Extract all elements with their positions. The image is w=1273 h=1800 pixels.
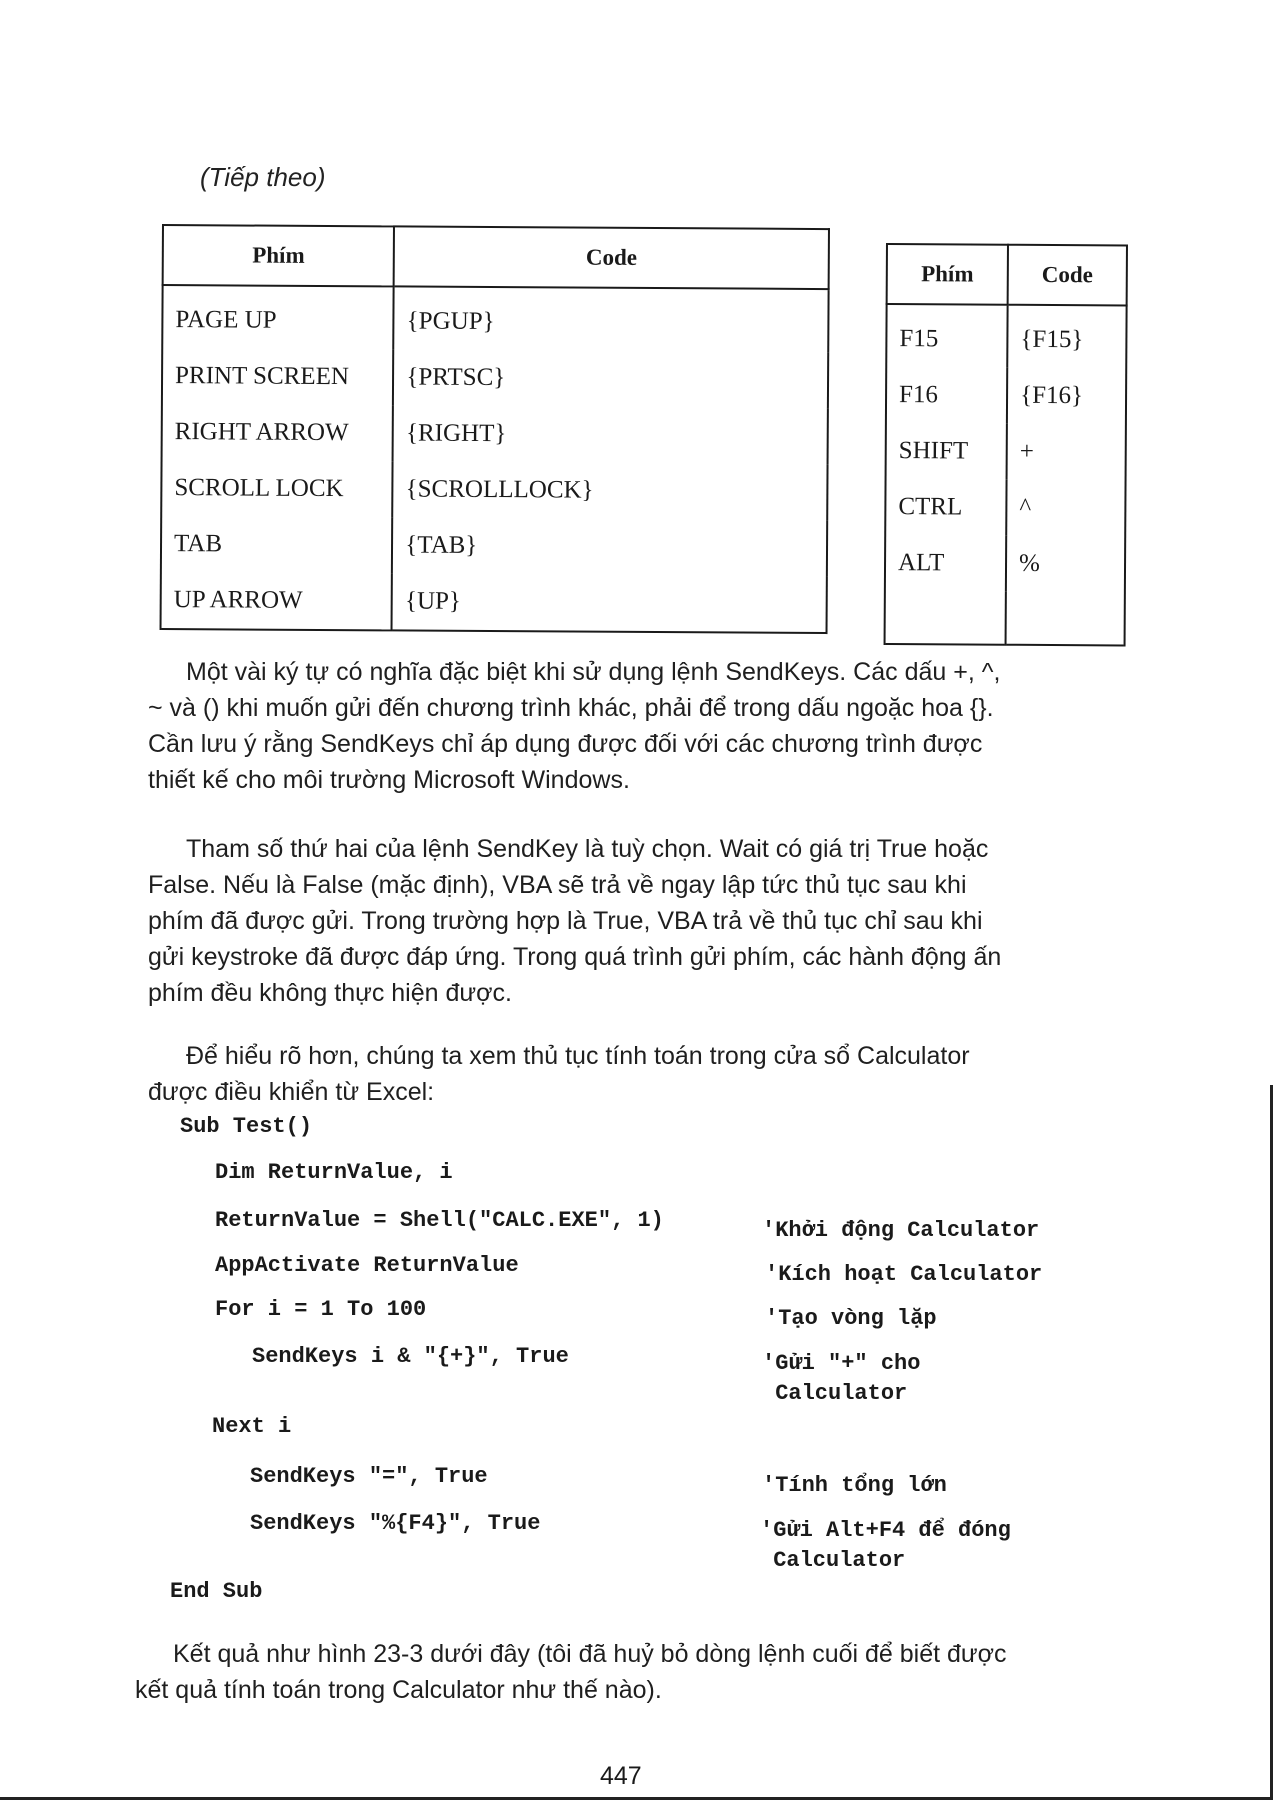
empty-cell: [1006, 592, 1125, 646]
key-cell: F16: [886, 367, 1007, 424]
paragraph-result: [135, 1636, 1120, 1708]
code-line: SendKeys i & "{+}", True: [252, 1344, 569, 1369]
code-line: Dim ReturnValue, i: [215, 1160, 453, 1185]
paragraph-line: Để hiểu rõ hơn, chúng ta xem thủ tục tính toán trong cửa sổ Calculator: [186, 1042, 970, 1070]
code-comment: 'Gửi "+" cho Calculator: [762, 1351, 921, 1406]
key-cell: ALT: [885, 535, 1006, 592]
header-key: Phím: [887, 244, 1008, 305]
paragraph-line: phím đều không thực hiện được.: [148, 979, 512, 1007]
code-line: AppActivate ReturnValue: [215, 1253, 519, 1278]
code-cell: {F16}: [1007, 368, 1126, 425]
page-number: 447: [600, 1762, 642, 1790]
paragraph-line: Kết quả như hình 23-3 dưới đây (tôi đã huỷ bỏ dòng lệnh cuối để biết được: [173, 1640, 1007, 1668]
paragraph-calculator-intro: [148, 1038, 1133, 1110]
code-comment: 'Khởi động Calculator: [762, 1218, 1040, 1243]
paragraph-sendkeys-special-chars: [148, 654, 1133, 798]
table-row: [161, 572, 827, 633]
key-cell: CTRL: [885, 479, 1006, 536]
table-header-row: [163, 225, 829, 289]
code-cell: {PGUP}: [394, 286, 829, 352]
key-cell: PAGE UP: [162, 285, 394, 349]
code-comment: 'Gửi Alt+F4 để đóng Calculator: [760, 1518, 1011, 1573]
paragraph-line: Cần lưu ý rằng SendKeys chỉ áp dụng được đối với các chương trình được: [148, 730, 983, 758]
paragraph-line: phím đã được gửi. Trong trường hợp là True, VBA trả về thủ tục chỉ sau khi: [148, 907, 983, 935]
code-line: SendKeys "=", True: [250, 1464, 488, 1489]
code-cell: ^: [1006, 480, 1125, 537]
header-code: Code: [1008, 245, 1127, 306]
code-cell: {SCROLLLOCK}: [393, 461, 828, 520]
paragraph-line: thiết kế cho môi trường Microsoft Windows.: [148, 766, 630, 794]
table-row: [886, 304, 1126, 368]
code-line: SendKeys "%{F4}", True: [250, 1511, 541, 1536]
code-line: For i = 1 To 100: [215, 1297, 427, 1322]
table-row: [161, 516, 827, 576]
table-row: [162, 348, 828, 408]
empty-cell: [885, 591, 1006, 645]
header-key: Phím: [163, 225, 395, 286]
code-cell: {F15}: [1007, 305, 1126, 369]
paragraph-line: kết quả tính toán trong Calculator như thế nào).: [135, 1676, 662, 1704]
code-cell: {UP}: [392, 573, 827, 633]
code-cell: %: [1006, 536, 1125, 593]
key-cell: SCROLL LOCK: [161, 460, 393, 517]
table-row: [885, 479, 1125, 536]
key-code-table-main: [160, 224, 830, 634]
key-cell: F15: [886, 304, 1007, 368]
header-code: Code: [394, 226, 829, 289]
code-cell: {TAB}: [392, 517, 827, 576]
code-comment: 'Tính tổng lớn: [762, 1473, 947, 1498]
paragraph-line: False. Nếu là False (mặc định), VBA sẽ trả về ngay lập tức thủ tục sau khi: [148, 871, 967, 899]
code-cell: +: [1007, 424, 1126, 481]
paragraph-wait-parameter: [148, 831, 1133, 1011]
code-comment: 'Tạo vòng lặp: [765, 1306, 937, 1331]
key-cell: TAB: [161, 516, 393, 573]
code-line: End Sub: [170, 1579, 263, 1604]
key-code-table-side: [884, 243, 1128, 646]
paragraph-line: gửi keystroke đã được đáp ứng. Trong quá trình gửi phím, các hành động ấn: [148, 943, 1002, 971]
code-cell: {RIGHT}: [393, 405, 828, 464]
paragraph-line: Tham số thứ hai của lệnh SendKey là tuỳ chọn. Wait có giá trị True hoặc: [186, 835, 989, 863]
paragraph-line: được điều khiển từ Excel:: [148, 1078, 435, 1106]
code-line: ReturnValue = Shell("CALC.EXE", 1): [215, 1208, 664, 1233]
code-cell: {PRTSC}: [393, 349, 828, 408]
table-row: [885, 535, 1125, 592]
paragraph-line: ~ và () khi muốn gửi đến chương trình khác, phải để trong dấu ngoặc hoa {}.: [148, 694, 994, 722]
key-cell: UP ARROW: [161, 572, 393, 630]
continued-label: (Tiếp theo): [200, 162, 326, 192]
key-cell: RIGHT ARROW: [162, 404, 394, 461]
paragraph-line: Một vài ký tự có nghĩa đặc biệt khi sử dụng lệnh SendKeys. Các dấu +, ^,: [186, 658, 1001, 686]
code-line: Sub Test(): [180, 1114, 313, 1139]
table-row: [161, 460, 827, 520]
table-row: [886, 367, 1126, 424]
code-comment: 'Kích hoạt Calculator: [765, 1262, 1043, 1287]
key-cell: SHIFT: [886, 423, 1007, 480]
table-row: [162, 285, 828, 352]
table-row-empty: [885, 591, 1125, 645]
table-row: [162, 404, 828, 464]
key-cell: PRINT SCREEN: [162, 348, 394, 405]
table-row: [886, 423, 1126, 480]
table-header-row: [887, 244, 1127, 305]
code-line: Next i: [212, 1414, 292, 1439]
